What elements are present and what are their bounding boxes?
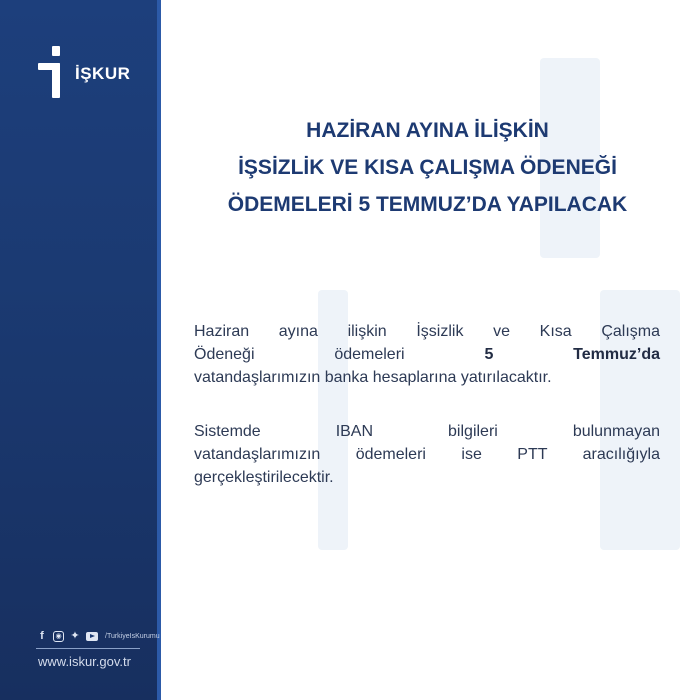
- title-line-1: HAZİRAN AYINA İLİŞKİN: [306, 119, 549, 142]
- title-line-2: İŞSİZLİK VE KISA ÇALIŞMA ÖDENEĞİ: [238, 156, 617, 179]
- iskur-logo: [34, 46, 130, 98]
- sidebar: [0, 0, 157, 700]
- paragraph-payment-date: [194, 320, 660, 389]
- youtube-icon[interactable]: [86, 632, 98, 641]
- instagram-icon[interactable]: ◉: [53, 631, 64, 642]
- paragraph1-line-2: [194, 343, 660, 366]
- sidebar-divider: [36, 648, 140, 649]
- paragraph2-line-1: Sistemde IBAN bilgileri bulunmayan: [194, 423, 660, 440]
- social-handle: /TurkiyeIsKurumu: [105, 632, 160, 640]
- twitter-icon[interactable]: ✦: [70, 630, 80, 642]
- title-line-3: ÖDEMELERİ 5 TEMMUZ’DA YAPILACAK: [227, 193, 628, 216]
- paragraph1-line-3: vatandaşlarımızın banka hesaplarına yatırılacaktır.: [194, 369, 552, 386]
- social-links: [36, 630, 160, 642]
- sidebar-edge: [157, 0, 161, 700]
- facebook-icon[interactable]: f: [40, 630, 44, 642]
- payment-date-highlight: 5 Temmuz’da: [484, 346, 660, 363]
- website-link[interactable]: www.iskur.gov.tr: [38, 654, 131, 669]
- paragraph1-line-1: Haziran ayına ilişkin İşsizlik ve Kısa Çalışma: [194, 323, 660, 340]
- page-title: [175, 112, 680, 223]
- paragraph2-line-2: vatandaşlarımızın ödemeleri ise PTT aracılığıyla: [194, 446, 660, 463]
- paragraph1-line-2-text: Ödeneği ödemeleri: [194, 346, 405, 363]
- paragraph2-line-3: gerçekleştirilecektir.: [194, 469, 334, 486]
- paragraph-ptt-info: [194, 420, 660, 489]
- iskur-logo-icon: [34, 46, 70, 98]
- brand-name: İŞKUR: [75, 64, 131, 83]
